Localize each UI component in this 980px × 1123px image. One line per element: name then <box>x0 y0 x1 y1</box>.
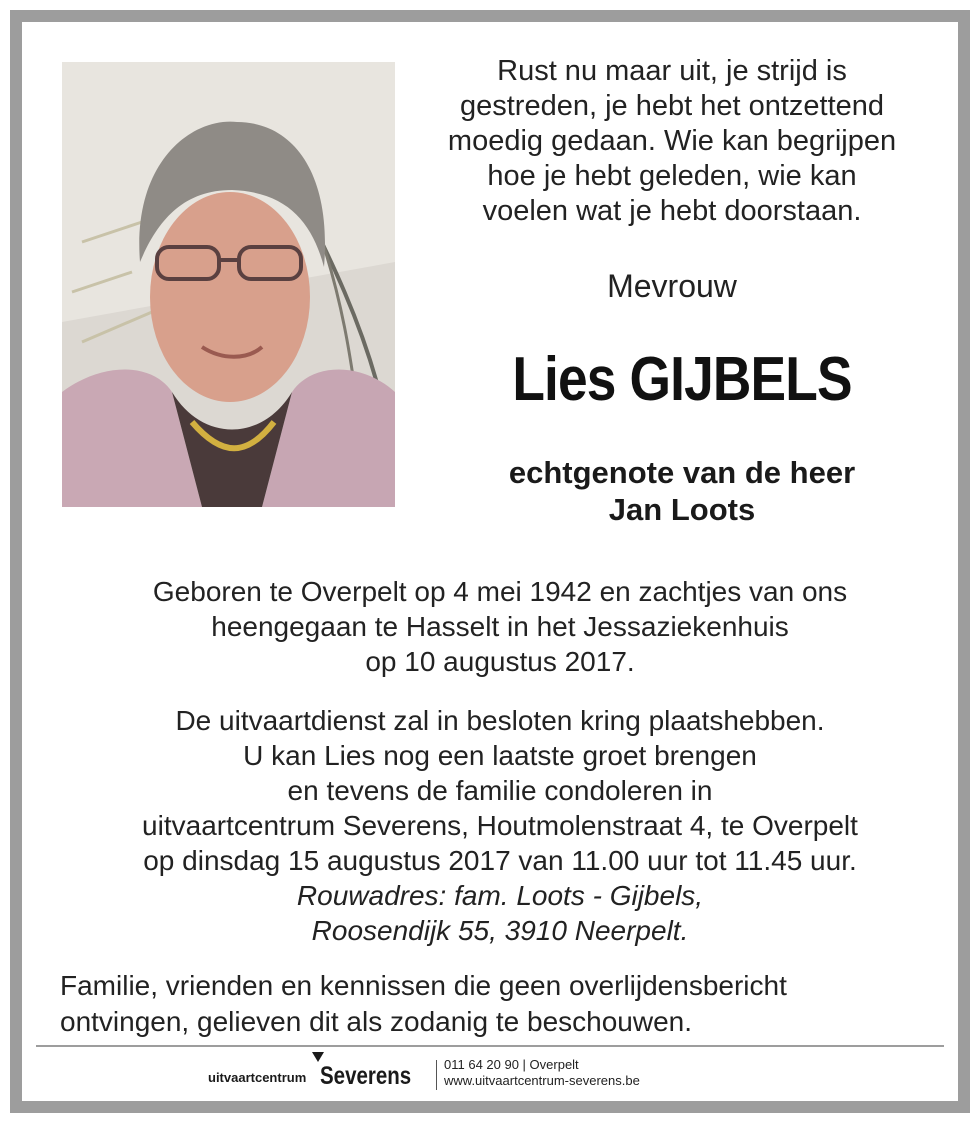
service-line: U kan Lies nog een laatste groet brengen <box>243 740 757 771</box>
birth-line: op 10 augustus 2017. <box>365 646 635 677</box>
footer <box>22 1052 978 1092</box>
service-line: en tevens de familie condoleren in <box>287 775 713 806</box>
logo-small-text: uitvaartcentrum <box>208 1070 307 1085</box>
contact-phone: 011 64 20 90 | Overpelt <box>444 1057 579 1072</box>
closing-line: Familie, vrienden en kennissen die geen overlijdensbericht <box>60 970 787 1001</box>
poem-line: voelen wat je hebt doorstaan. <box>482 195 862 227</box>
service-line: uitvaartcentrum Severens, Houtmolenstraat 4, te Overpelt <box>142 810 858 841</box>
funeral-home-logo <box>208 1052 432 1092</box>
logo-triangle-icon <box>312 1052 324 1062</box>
footer-divider <box>36 1045 944 1047</box>
birth-line: Geboren te Overpelt op 4 mei 1942 en zachtjes van ons <box>152 576 848 607</box>
spouse-name: Jan Loots <box>608 492 756 527</box>
poem-line: gestreden, je hebt het ontzettend <box>459 90 885 122</box>
poem <box>422 54 922 229</box>
poem-line: Rust nu maar uit, je strijd is <box>497 55 847 87</box>
birth-line: heengegaan te Hasselt in het Jessaziekenhuis <box>211 611 789 642</box>
portrait-illustration <box>62 62 395 507</box>
poem-line: hoe je hebt geleden, wie kan <box>487 160 857 192</box>
service-line: De uitvaartdienst zal in besloten kring plaatshebben. <box>175 705 825 736</box>
salutation: Mevrouw <box>607 268 737 304</box>
service-line: op dinsdag 15 augustus 2017 van 11.00 uur tot 11.45 uur. <box>143 845 857 876</box>
funeral-service-info <box>22 703 978 948</box>
portrait-photo <box>62 62 395 507</box>
mourning-address: Rouwadres: fam. Loots - Gijbels, <box>296 880 704 911</box>
logo-big-text: Severens <box>320 1062 412 1090</box>
mourning-address: Roosendijk 55, 3910 Neerpelt. <box>311 915 689 946</box>
footer-separator <box>436 1060 437 1090</box>
closing-line: ontvingen, gelieven dit als zodanig te beschouwen. <box>60 1006 692 1037</box>
poem-line: moedig gedaan. Wie kan begrijpen <box>447 125 897 157</box>
closing-note <box>60 968 940 1040</box>
spouse-line: echtgenote van de heer <box>508 455 856 490</box>
announcement-frame <box>10 10 970 1113</box>
contact-website[interactable]: www.uitvaartcentrum-severens.be <box>444 1073 640 1088</box>
spouse-info <box>422 454 942 528</box>
footer-contact <box>444 1057 640 1089</box>
deceased-name: Lies GIJBELS <box>512 345 852 414</box>
announcement-card <box>22 22 958 1101</box>
birth-death-info <box>22 574 978 679</box>
